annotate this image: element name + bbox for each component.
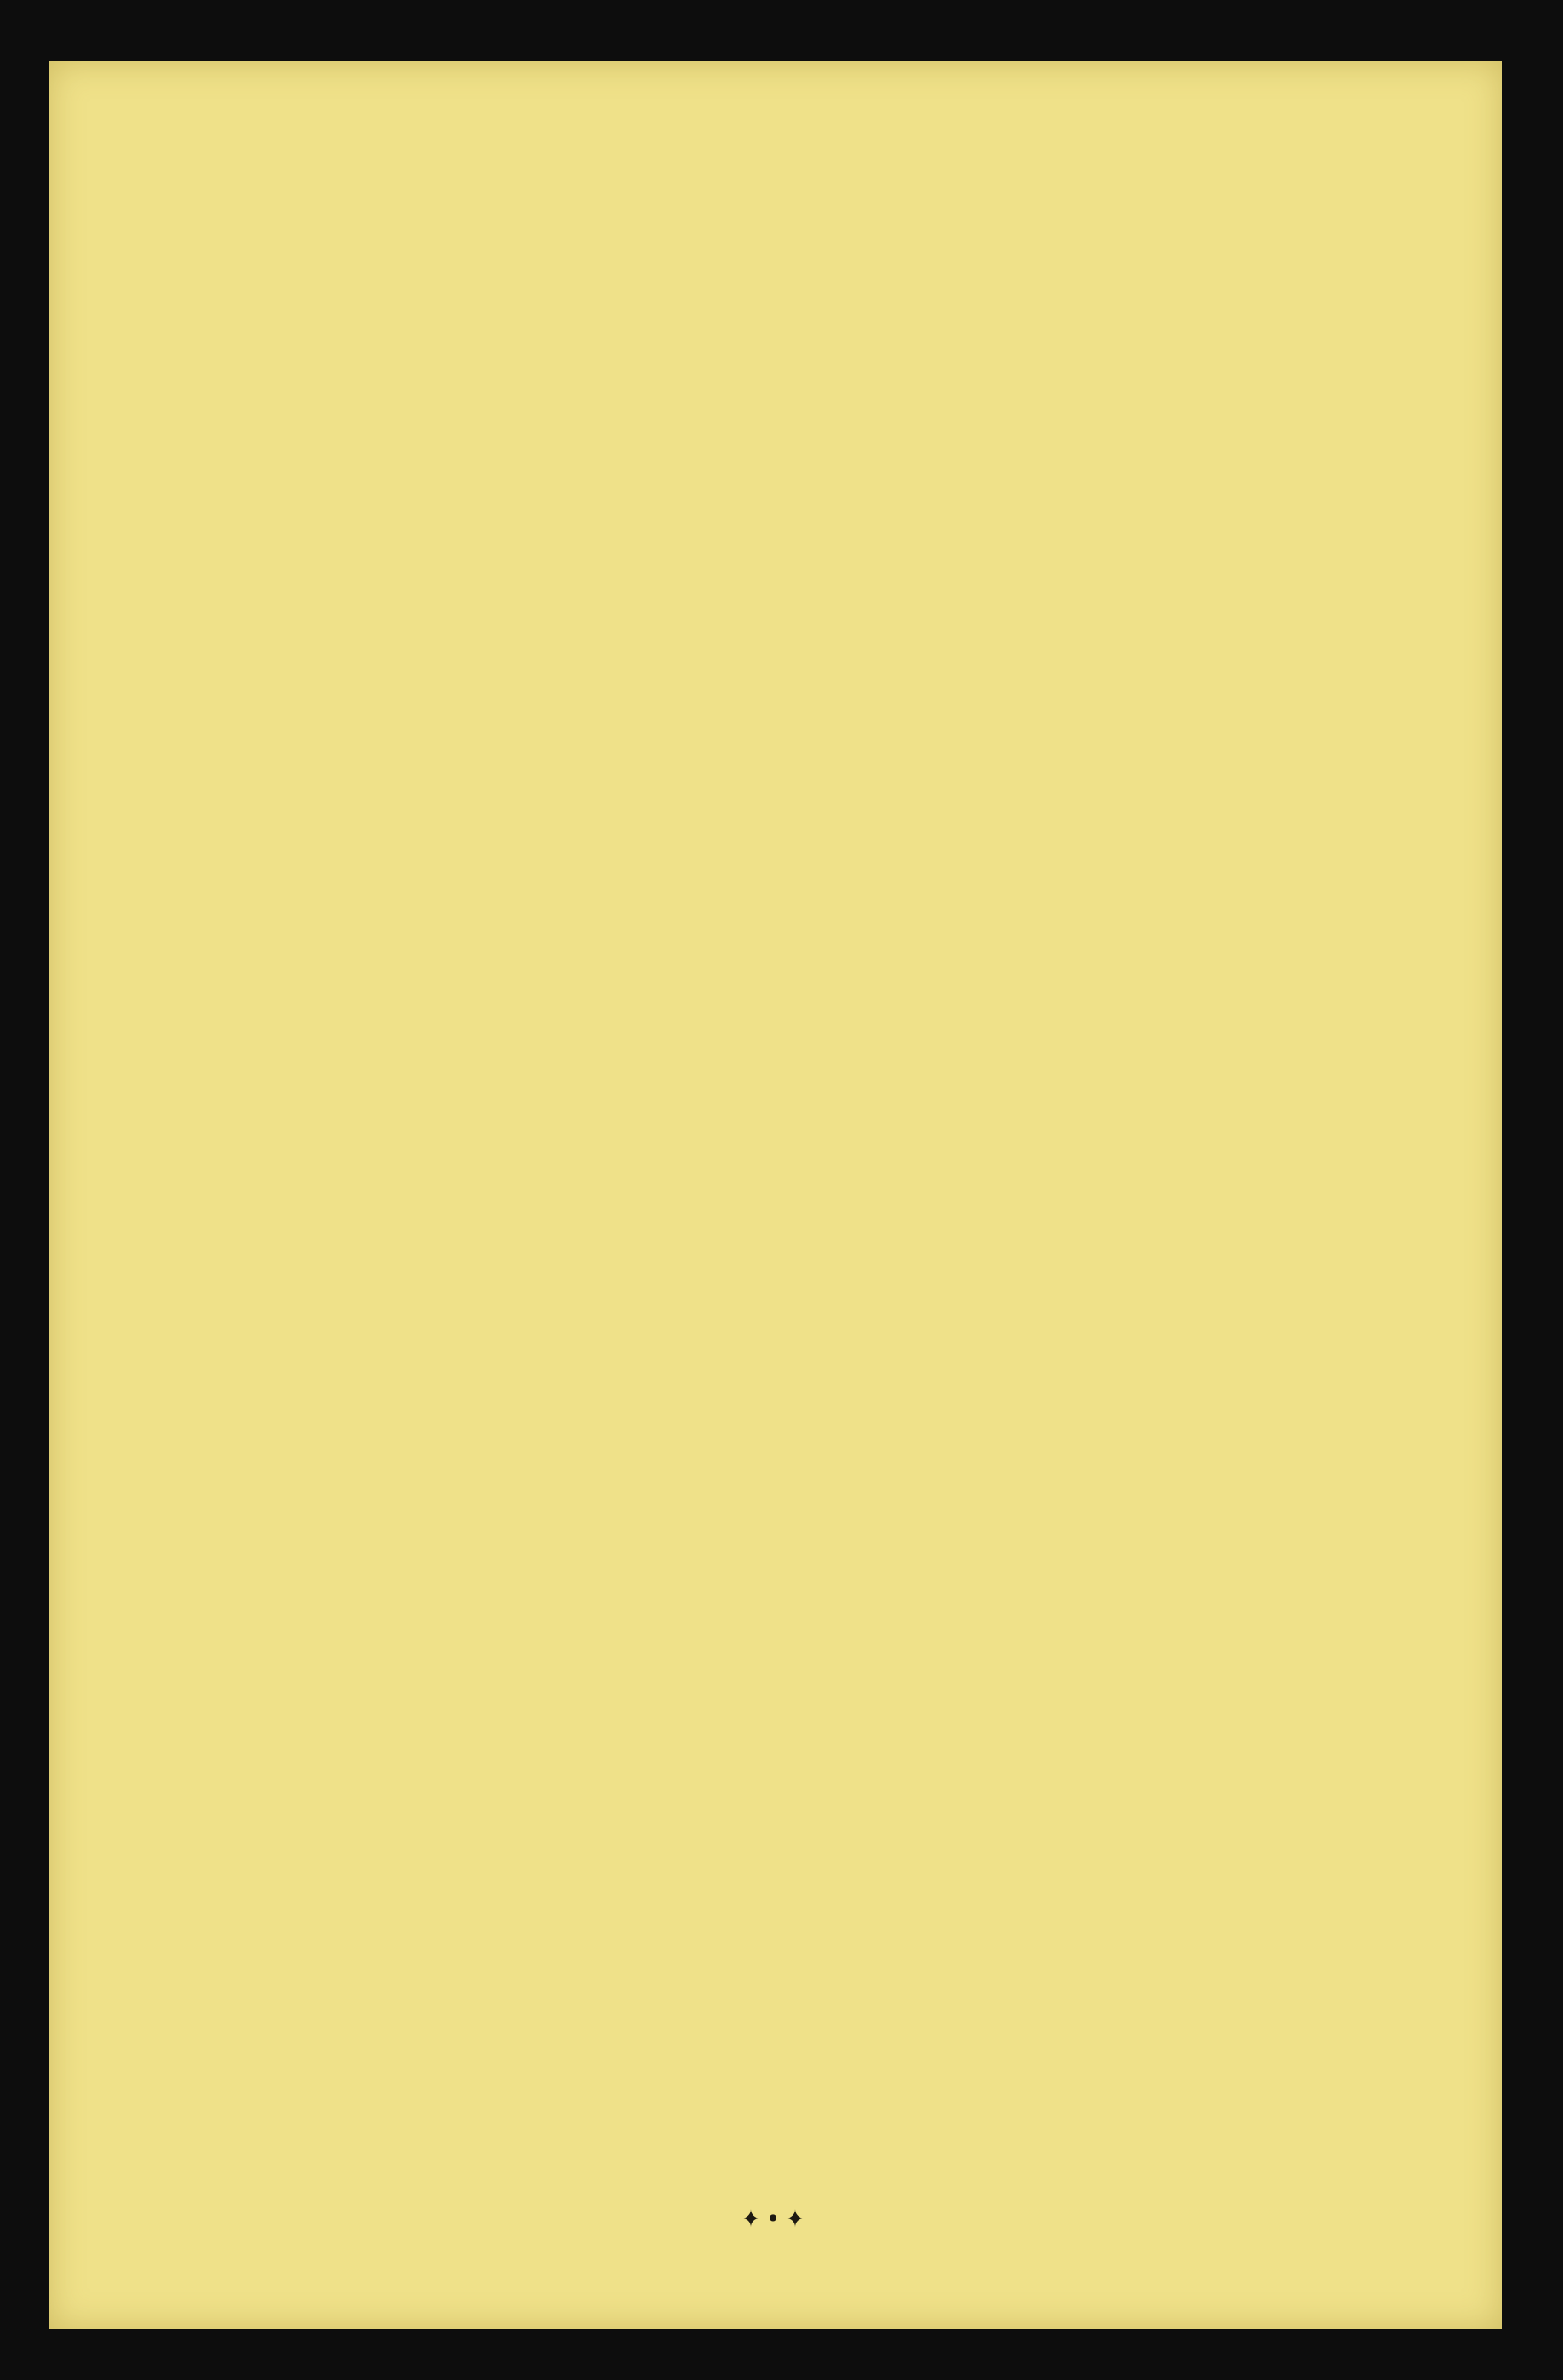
handwritten-annotation: [1129, 172, 1469, 282]
ornament-divider: ✦•✦: [741, 2205, 810, 2233]
poster-sheet: [49, 61, 1502, 2329]
